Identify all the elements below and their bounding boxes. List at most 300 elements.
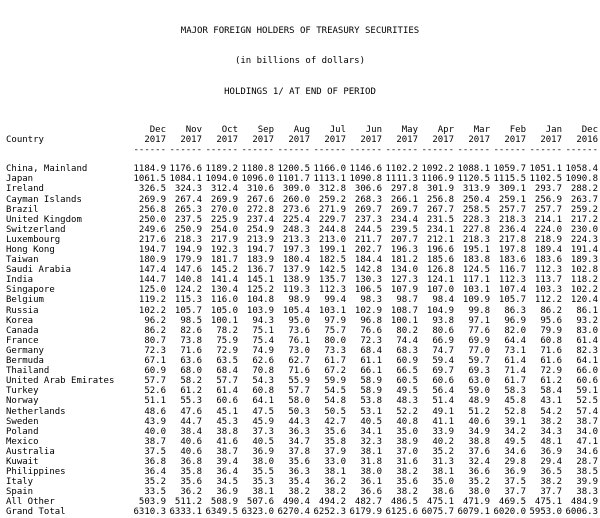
holdings-value-cell: 213.0 bbox=[318, 234, 346, 245]
holdings-value-cell: 265.3 bbox=[174, 204, 202, 215]
holdings-value-cell: 72.3 bbox=[360, 335, 382, 346]
holdings-value-cell: 96.8 bbox=[360, 315, 382, 326]
holdings-value-cell: 62.7 bbox=[288, 356, 310, 367]
holdings-value-cell: 31.6 bbox=[396, 456, 418, 467]
holdings-value-cell: 35.0 bbox=[396, 426, 418, 437]
holdings-value-cell: 1176.6 bbox=[169, 164, 202, 175]
country-name-cell: Turkey bbox=[6, 386, 39, 397]
holdings-value-cell: 32.3 bbox=[360, 436, 382, 447]
holdings-value-cell: 217.9 bbox=[210, 234, 238, 245]
holdings-value-cell: 35.2 bbox=[144, 477, 166, 488]
column-month-label: Jun bbox=[365, 124, 382, 135]
holdings-value-cell: 64.1 bbox=[576, 356, 598, 367]
holdings-value-cell: 45.9 bbox=[252, 416, 274, 427]
holdings-value-cell: 182.5 bbox=[318, 255, 346, 266]
holdings-value-cell: 244.5 bbox=[354, 224, 382, 235]
column-year-label: 2017 bbox=[252, 135, 274, 146]
header-country-spacer bbox=[6, 125, 130, 135]
holdings-value-cell: 267.6 bbox=[246, 194, 274, 205]
holdings-value-cell: 6349.5 bbox=[205, 507, 238, 518]
holdings-value-cell: 35.8 bbox=[324, 436, 346, 447]
holdings-value-cell: 43.1 bbox=[540, 396, 562, 407]
holdings-value-cell: 36.3 bbox=[288, 467, 310, 478]
column-separator-dashes: ------ bbox=[133, 145, 166, 156]
holdings-value-cell: 6020.0 bbox=[493, 507, 526, 518]
holdings-value-cell: 99.4 bbox=[324, 295, 346, 306]
holdings-value-cell: 212.1 bbox=[426, 234, 454, 245]
column-year-label: 2017 bbox=[540, 135, 562, 146]
holdings-value-cell: 47.6 bbox=[180, 406, 202, 417]
holdings-value-cell: 38.6 bbox=[432, 487, 454, 498]
holdings-value-cell: 49.5 bbox=[396, 386, 418, 397]
holdings-value-cell: 52.5 bbox=[576, 396, 598, 407]
holdings-value-cell: 244.8 bbox=[318, 224, 346, 235]
holdings-value-cell: 34.6 bbox=[576, 446, 598, 457]
holdings-value-cell: 36.2 bbox=[324, 477, 346, 488]
holdings-value-cell: 79.9 bbox=[540, 325, 562, 336]
holdings-value-cell: 503.9 bbox=[138, 497, 166, 508]
column-year-label: 2017 bbox=[144, 135, 166, 146]
holdings-value-cell: 508.9 bbox=[210, 497, 238, 508]
table-row bbox=[6, 396, 598, 406]
holdings-value-cell: 269.9 bbox=[210, 194, 238, 205]
column-year-label: 2017 bbox=[180, 135, 202, 146]
holdings-value-cell: 1184.9 bbox=[133, 164, 166, 175]
holdings-value-cell: 35.0 bbox=[432, 477, 454, 488]
holdings-value-cell: 36.6 bbox=[360, 487, 382, 498]
holdings-value-cell: 96.9 bbox=[504, 315, 526, 326]
holdings-value-cell: 113.7 bbox=[534, 275, 562, 286]
holdings-value-cell: 104.8 bbox=[246, 295, 274, 306]
holdings-value-cell: 1200.5 bbox=[277, 164, 310, 175]
holdings-value-cell: 60.6 bbox=[216, 396, 238, 407]
country-name-cell: Taiwan bbox=[6, 255, 39, 266]
column-year-label: 2017 bbox=[324, 135, 346, 146]
table-row bbox=[6, 195, 598, 205]
holdings-value-cell: 102.2 bbox=[570, 285, 598, 296]
holdings-value-cell: 42.7 bbox=[324, 416, 346, 427]
holdings-value-cell: 38.8 bbox=[216, 426, 238, 437]
column-year-label: 2016 bbox=[576, 135, 598, 146]
holdings-value-cell: 36.8 bbox=[144, 456, 166, 467]
column-month-label: Dec bbox=[581, 124, 598, 135]
column-month-label: Oct bbox=[221, 124, 238, 135]
holdings-value-cell: 34.9 bbox=[468, 426, 490, 437]
holdings-value-cell: 35.8 bbox=[180, 467, 202, 478]
holdings-value-cell: 1189.2 bbox=[205, 164, 238, 175]
holdings-value-cell: 37.5 bbox=[504, 477, 526, 488]
holdings-value-cell: 213.3 bbox=[282, 234, 310, 245]
holdings-value-cell: 112.3 bbox=[498, 275, 526, 286]
holdings-value-cell: 59.9 bbox=[324, 376, 346, 387]
holdings-value-cell: 194.9 bbox=[174, 245, 202, 255]
holdings-value-cell: 48.1 bbox=[540, 436, 562, 447]
holdings-value-cell: 54.5 bbox=[324, 386, 346, 397]
holdings-value-cell: 482.7 bbox=[354, 497, 382, 508]
holdings-value-cell: 237.3 bbox=[354, 214, 382, 225]
holdings-value-cell: 103.9 bbox=[246, 305, 274, 316]
holdings-value-cell: 107.0 bbox=[426, 285, 454, 296]
holdings-value-cell: 60.5 bbox=[396, 376, 418, 387]
holdings-value-cell: 100.1 bbox=[390, 315, 418, 326]
holdings-value-cell: 310.6 bbox=[246, 184, 274, 195]
holdings-value-cell: 194.7 bbox=[246, 245, 274, 255]
holdings-value-cell: 312.4 bbox=[210, 184, 238, 195]
holdings-value-cell: 80.6 bbox=[432, 325, 454, 336]
holdings-value-cell: 214.1 bbox=[534, 214, 562, 225]
holders-table bbox=[6, 125, 598, 518]
header-body-spacer-row bbox=[6, 155, 598, 164]
holdings-value-cell: 60.6 bbox=[432, 376, 454, 387]
country-name-cell: Thailand bbox=[6, 366, 50, 377]
holdings-value-cell: 38.1 bbox=[252, 487, 274, 498]
holdings-value-cell: 250.0 bbox=[138, 214, 166, 225]
holdings-value-cell: 301.9 bbox=[426, 184, 454, 195]
holdings-value-cell: 66.0 bbox=[576, 366, 598, 377]
holdings-value-cell: 38.2 bbox=[288, 487, 310, 498]
holdings-value-cell: 32.4 bbox=[468, 456, 490, 467]
table-row bbox=[6, 174, 598, 184]
holdings-value-cell: 140.8 bbox=[174, 275, 202, 286]
holdings-value-cell: 41.1 bbox=[432, 416, 454, 427]
table-row bbox=[6, 336, 598, 346]
holdings-value-cell: 257.7 bbox=[498, 204, 526, 215]
holdings-value-cell: 257.7 bbox=[534, 204, 562, 215]
holdings-value-cell: 197.3 bbox=[282, 245, 310, 255]
holdings-value-cell: 95.0 bbox=[288, 315, 310, 326]
holdings-value-cell: 147.6 bbox=[174, 265, 202, 276]
holdings-value-cell: 34.1 bbox=[360, 426, 382, 437]
holdings-value-cell: 313.9 bbox=[462, 184, 490, 195]
holdings-value-cell: 38.2 bbox=[540, 416, 562, 427]
holdings-value-cell: 484.9 bbox=[570, 497, 598, 508]
holdings-value-cell: 324.3 bbox=[174, 184, 202, 195]
holdings-value-cell: 50.3 bbox=[288, 406, 310, 417]
header-month-row bbox=[6, 125, 598, 135]
holdings-value-cell: 69.9 bbox=[468, 335, 490, 346]
table-row bbox=[6, 245, 598, 255]
holdings-value-cell: 36.4 bbox=[144, 467, 166, 478]
holdings-value-cell: 41.6 bbox=[216, 436, 238, 447]
holdings-value-cell: 49.5 bbox=[504, 436, 526, 447]
holdings-value-cell: 57.7 bbox=[288, 386, 310, 397]
holdings-value-cell: 40.5 bbox=[252, 436, 274, 447]
holdings-value-cell: 6125.6 bbox=[385, 507, 418, 518]
holdings-value-cell: 224.3 bbox=[570, 234, 598, 245]
holdings-value-cell: 105.7 bbox=[174, 305, 202, 316]
holdings-value-cell: 105.7 bbox=[498, 295, 526, 306]
holdings-value-cell: 6270.4 bbox=[277, 507, 310, 518]
holdings-value-cell: 259.2 bbox=[318, 194, 346, 205]
holdings-value-cell: 273.6 bbox=[282, 204, 310, 215]
holdings-value-cell: 260.0 bbox=[282, 194, 310, 205]
holdings-value-cell: 192.3 bbox=[210, 245, 238, 255]
holdings-value-cell: 73.8 bbox=[180, 335, 202, 346]
holdings-value-cell: 34.2 bbox=[504, 426, 526, 437]
holdings-value-cell: 28.7 bbox=[576, 456, 598, 467]
country-name-cell: Russia bbox=[6, 305, 39, 316]
holdings-value-cell: 77.6 bbox=[468, 325, 490, 336]
column-year-label: 2017 bbox=[396, 135, 418, 146]
table-row bbox=[6, 356, 598, 366]
holdings-value-cell: 59.0 bbox=[468, 386, 490, 397]
holdings-value-cell: 67.1 bbox=[144, 356, 166, 367]
country-name-cell: Japan bbox=[6, 174, 34, 185]
holdings-value-cell: 236.4 bbox=[498, 224, 526, 235]
holdings-value-cell: 40.0 bbox=[144, 426, 166, 437]
holdings-value-cell: 181.2 bbox=[390, 255, 418, 266]
table-row bbox=[6, 205, 598, 215]
holdings-value-cell: 6006.3 bbox=[565, 507, 598, 518]
report-subtitle-holdings: HOLDINGS 1/ AT END OF PERIOD bbox=[224, 87, 376, 98]
holdings-value-cell: 35.6 bbox=[180, 477, 202, 488]
holdings-value-cell: 231.5 bbox=[426, 214, 454, 225]
holdings-value-cell: 35.6 bbox=[396, 477, 418, 488]
holdings-value-cell: 38.9 bbox=[396, 436, 418, 447]
holdings-value-cell: 73.3 bbox=[324, 345, 346, 356]
holdings-value-cell: 202.7 bbox=[354, 245, 382, 255]
holdings-value-cell: 67.2 bbox=[324, 366, 346, 377]
holdings-value-cell: 6333.1 bbox=[169, 507, 202, 518]
holdings-value-cell: 66.5 bbox=[396, 366, 418, 377]
country-name-cell: United Kingdom bbox=[6, 214, 82, 225]
country-name-cell: Hong Kong bbox=[6, 245, 55, 255]
spacer-cell bbox=[6, 155, 130, 164]
holdings-value-cell: 48.9 bbox=[468, 396, 490, 407]
holdings-value-cell: 39.4 bbox=[216, 456, 238, 467]
holdings-value-cell: 195.1 bbox=[462, 245, 490, 255]
holdings-value-cell: 145.1 bbox=[246, 275, 274, 286]
column-month-label: Dec bbox=[149, 124, 166, 135]
column-month-label: Apr bbox=[437, 124, 454, 135]
table-row bbox=[6, 457, 598, 467]
country-name-cell: Poland bbox=[6, 426, 39, 437]
holdings-value-cell: 1102.2 bbox=[385, 164, 418, 175]
holdings-value-cell: 130.4 bbox=[210, 285, 238, 296]
holdings-value-cell: 78.2 bbox=[216, 325, 238, 336]
holdings-value-cell: 39.1 bbox=[504, 416, 526, 427]
holdings-value-cell: 39.9 bbox=[576, 477, 598, 488]
holdings-value-cell: 96.2 bbox=[144, 315, 166, 326]
table-row bbox=[6, 235, 598, 245]
country-name-cell: Grand Total bbox=[6, 507, 66, 518]
holdings-value-cell: 72.9 bbox=[540, 366, 562, 377]
holdings-value-cell: 38.7 bbox=[144, 436, 166, 447]
country-name-cell: Mexico bbox=[6, 436, 39, 447]
holdings-value-cell: 34.3 bbox=[540, 426, 562, 437]
holdings-value-cell: 86.2 bbox=[144, 325, 166, 336]
country-name-cell: Switzerland bbox=[6, 224, 66, 235]
holdings-value-cell: 180.4 bbox=[282, 255, 310, 266]
holdings-value-cell: 35.6 bbox=[324, 426, 346, 437]
holdings-value-cell: 64.4 bbox=[504, 335, 526, 346]
holdings-value-cell: 1058.4 bbox=[565, 164, 598, 175]
holdings-value-cell: 48.6 bbox=[144, 406, 166, 417]
header-year-row bbox=[6, 135, 598, 145]
country-name-cell: France bbox=[6, 335, 39, 346]
holdings-value-cell: 475.1 bbox=[534, 497, 562, 508]
holdings-value-cell: 94.3 bbox=[252, 315, 274, 326]
holdings-value-cell: 70.8 bbox=[252, 366, 274, 377]
holdings-value-cell: 98.3 bbox=[360, 295, 382, 306]
holdings-value-cell: 68.3 bbox=[396, 345, 418, 356]
holdings-value-cell: 196.6 bbox=[426, 245, 454, 255]
column-separator-dashes: ------ bbox=[277, 145, 310, 156]
column-month-label: Nov bbox=[185, 124, 202, 135]
holdings-value-cell: 118.2 bbox=[570, 275, 598, 286]
country-name-cell: Belgium bbox=[6, 295, 44, 306]
holdings-value-cell: 57.7 bbox=[144, 376, 166, 387]
holdings-value-cell: 97.9 bbox=[324, 315, 346, 326]
holdings-value-cell: 37.0 bbox=[396, 446, 418, 457]
column-year-label: 2017 bbox=[360, 135, 382, 146]
holdings-value-cell: 61.4 bbox=[216, 386, 238, 397]
holdings-value-cell: 217.6 bbox=[138, 234, 166, 245]
holdings-value-cell: 75.4 bbox=[252, 335, 274, 346]
holdings-value-cell: 57.4 bbox=[576, 406, 598, 417]
holdings-value-cell: 229.7 bbox=[318, 214, 346, 225]
holdings-value-cell: 196.3 bbox=[390, 245, 418, 255]
holdings-value-cell: 33.9 bbox=[432, 426, 454, 437]
holdings-value-cell: 60.8 bbox=[252, 386, 274, 397]
table-row bbox=[6, 225, 598, 235]
holdings-value-cell: 249.6 bbox=[138, 224, 166, 235]
holdings-value-cell: 93.8 bbox=[432, 315, 454, 326]
header-separator-row bbox=[6, 145, 598, 155]
holdings-value-cell: 1092.2 bbox=[421, 164, 454, 175]
table-row bbox=[6, 467, 598, 477]
holdings-value-cell: 98.4 bbox=[432, 295, 454, 306]
holdings-value-cell: 73.6 bbox=[288, 325, 310, 336]
holdings-value-cell: 69.3 bbox=[468, 366, 490, 377]
holdings-value-cell: 33.0 bbox=[324, 456, 346, 467]
holdings-value-cell: 38.2 bbox=[396, 487, 418, 498]
table-header bbox=[6, 125, 598, 155]
holdings-value-cell: 35.4 bbox=[288, 477, 310, 488]
table-row bbox=[6, 407, 598, 417]
holdings-value-cell: 38.1 bbox=[432, 467, 454, 478]
holdings-value-cell: 197.8 bbox=[498, 245, 526, 255]
country-name-cell: United Arab Emirates bbox=[6, 376, 115, 387]
holdings-value-cell: 194.7 bbox=[138, 245, 166, 255]
column-month-label: Feb bbox=[509, 124, 526, 135]
holdings-value-cell: 73.1 bbox=[504, 345, 526, 356]
table-row bbox=[6, 437, 598, 447]
column-month-label: Jan bbox=[545, 124, 562, 135]
column-month-label: Aug bbox=[293, 124, 310, 135]
holdings-value-cell: 145.2 bbox=[210, 265, 238, 276]
holdings-value-cell: 147.4 bbox=[138, 265, 166, 276]
holdings-value-cell: 326.5 bbox=[138, 184, 166, 195]
holdings-value-cell: 116.7 bbox=[498, 265, 526, 276]
holdings-value-cell: 309.0 bbox=[282, 184, 310, 195]
holdings-value-cell: 256.9 bbox=[534, 194, 562, 205]
holdings-value-cell: 38.0 bbox=[360, 467, 382, 478]
table-row bbox=[6, 487, 598, 497]
holdings-value-cell: 102.9 bbox=[354, 305, 382, 316]
column-separator-dashes: ------ bbox=[349, 145, 382, 156]
holdings-value-cell: 1090.8 bbox=[565, 174, 598, 185]
holdings-value-cell: 184.4 bbox=[354, 255, 382, 266]
table-row bbox=[6, 255, 598, 265]
holdings-value-cell: 52.6 bbox=[144, 386, 166, 397]
holdings-value-cell: 254.0 bbox=[210, 224, 238, 235]
holdings-value-cell: 191.4 bbox=[570, 245, 598, 255]
holdings-value-cell: 6079.1 bbox=[457, 507, 490, 518]
holdings-value-cell: 66.1 bbox=[360, 366, 382, 377]
table-row bbox=[6, 427, 598, 437]
holdings-value-cell: 31.8 bbox=[360, 456, 382, 467]
holdings-value-cell: 271.9 bbox=[318, 204, 346, 215]
country-name-cell: Bermuda bbox=[6, 356, 44, 367]
holdings-value-cell: 60.6 bbox=[576, 376, 598, 387]
holdings-value-cell: 63.0 bbox=[468, 376, 490, 387]
holdings-value-cell: 64.1 bbox=[252, 396, 274, 407]
holdings-value-cell: 36.6 bbox=[468, 467, 490, 478]
holdings-value-cell: 116.0 bbox=[210, 295, 238, 306]
holdings-value-cell: 71.6 bbox=[540, 345, 562, 356]
column-separator-dashes: ------ bbox=[169, 145, 202, 156]
holdings-value-cell: 127.3 bbox=[390, 275, 418, 286]
holdings-value-cell: 248.3 bbox=[282, 224, 310, 235]
holdings-value-cell: 225.9 bbox=[210, 214, 238, 225]
holdings-value-cell: 36.5 bbox=[540, 467, 562, 478]
column-separator-dashes: ------ bbox=[205, 145, 238, 156]
holdings-value-cell: 120.4 bbox=[570, 295, 598, 306]
holdings-value-cell: 58.3 bbox=[504, 386, 526, 397]
holdings-value-cell: 52.2 bbox=[396, 406, 418, 417]
holdings-value-cell: 34.5 bbox=[216, 477, 238, 488]
holdings-value-cell: 259.2 bbox=[570, 204, 598, 215]
holdings-value-cell: 36.8 bbox=[180, 456, 202, 467]
holdings-value-cell: 1146.6 bbox=[349, 164, 382, 175]
holdings-value-cell: 97.1 bbox=[468, 315, 490, 326]
holdings-value-cell: 38.4 bbox=[180, 426, 202, 437]
holdings-value-cell: 38.8 bbox=[468, 436, 490, 447]
report-title-block bbox=[0, 0, 600, 108]
holdings-value-cell: 115.3 bbox=[174, 295, 202, 306]
table-row bbox=[6, 215, 598, 225]
holdings-value-cell: 1115.5 bbox=[493, 174, 526, 185]
separator-spacer bbox=[6, 145, 130, 155]
holdings-value-cell: 53.8 bbox=[360, 396, 382, 407]
holdings-value-cell: 44.3 bbox=[288, 416, 310, 427]
table-row bbox=[6, 295, 598, 305]
country-name-cell: Philippines bbox=[6, 467, 66, 478]
holdings-value-cell: 1113.1 bbox=[313, 174, 346, 185]
holdings-value-cell: 40.2 bbox=[432, 436, 454, 447]
column-separator-dashes: ------ bbox=[457, 145, 490, 156]
holdings-value-cell: 142.8 bbox=[354, 265, 382, 276]
holdings-value-cell: 98.9 bbox=[288, 295, 310, 306]
holdings-value-cell: 507.6 bbox=[246, 497, 274, 508]
holdings-value-cell: 71.4 bbox=[504, 366, 526, 377]
country-name-cell: Sweden bbox=[6, 416, 39, 427]
holdings-value-cell: 6323.0 bbox=[241, 507, 274, 518]
holdings-value-cell: 51.1 bbox=[144, 396, 166, 407]
holdings-value-cell: 49.1 bbox=[432, 406, 454, 417]
holdings-value-cell: 103.1 bbox=[462, 285, 490, 296]
holdings-value-cell: 183.6 bbox=[498, 255, 526, 266]
holdings-value-cell: 54.3 bbox=[252, 376, 274, 387]
country-name-cell: Luxembourg bbox=[6, 234, 61, 245]
holdings-value-cell: 211.7 bbox=[354, 234, 382, 245]
holdings-value-cell: 55.3 bbox=[180, 396, 202, 407]
holdings-value-cell: 135.7 bbox=[318, 275, 346, 286]
holdings-value-cell: 35.2 bbox=[432, 446, 454, 457]
holdings-value-cell: 44.7 bbox=[180, 416, 202, 427]
holdings-value-cell: 76.1 bbox=[288, 335, 310, 346]
